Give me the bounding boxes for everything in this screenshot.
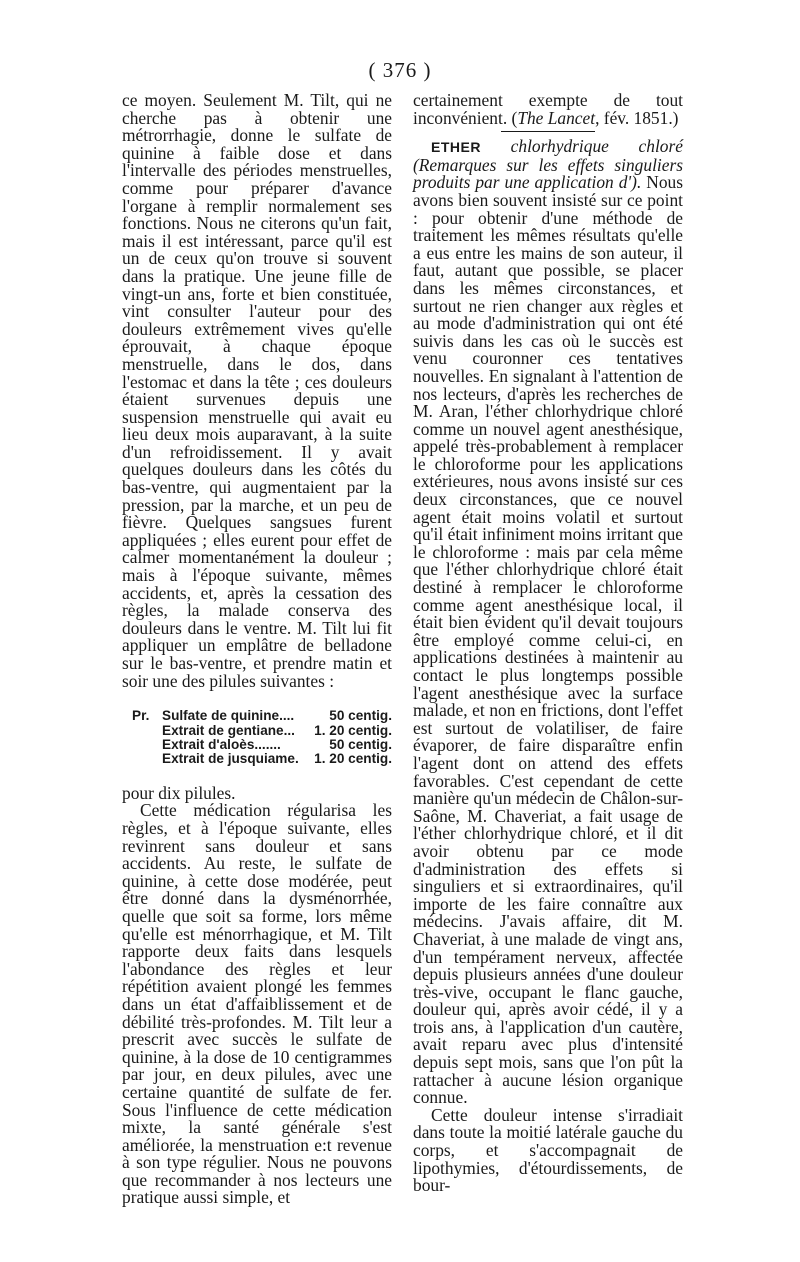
recipe-item-name: Extrait de gentiane... bbox=[162, 722, 295, 738]
recipe-row bbox=[122, 752, 392, 766]
recipe-prefix: Pr. bbox=[132, 708, 150, 724]
left-paragraph-3: Cette médication régularisa les règles, et à l'époque suivante, elles revinrent sans douleur et sans accidents. Au reste, le sulfate de quinine, à cette dose modérée, peut être donné dans la dysménorrhée, quelle que soit sa forme, lors même qu'elle est ménorrhagique, et M. Tilt rapporte deux faits dans lesquels l'abondance des règles et leur répétition avaient plongé les femmes dans un état d'affaiblissement et de débilité très-profondes. M. Tilt leur a prescrit avec succès le sulfate de quinine, à la dose de 10 centigrammes par jour, en deux pilules, avec une certaine quantité de sulfate de fer. Sous l'influence de cette médication mixte, la santé générale s'est améliorée, la menstruation e:t revenue à son type régulier. Nous ne pouvons que recommander à nos lecteurs une pratique aussi simple, et bbox=[122, 800, 392, 1208]
left-paragraph-2: pour dix pilules. bbox=[122, 782, 236, 803]
prescription-recipe bbox=[122, 709, 392, 767]
recipe-item-name: Sulfate de quinine.... bbox=[162, 708, 295, 724]
left-column bbox=[122, 92, 392, 1207]
article-heading: ETHER bbox=[431, 139, 481, 156]
article-paragraph bbox=[413, 138, 683, 1107]
recipe-row bbox=[122, 738, 392, 752]
right-paragraph-1-text: certainement exempte de tout inconvénient. ( bbox=[413, 90, 683, 128]
recipe-item-name: Extrait de jusquiame. bbox=[162, 751, 299, 767]
recipe-item-dose: 50 centig. bbox=[329, 708, 392, 724]
left-paragraph-1: ce moyen. Seulement M. Tilt, qui ne cherche pas à obtenir une métrorrhagie, donne le sulfate de quinine à faible dose et dans l'intervalle des périodes menstruelles, comme pour préparer d'avance l'organe à remplir normalement ses fonctions. Nous ne citerons qu'un fait, mais il est intéressant, parce qu'il est un de ceux qu'on trouve si souvent dans la pratique. Une jeune fille de vingt-un ans, forte et bien constituée, vint consulter l'auteur pour des douleurs extrêmement vives qu'elle éprouvait, à chaque époque menstruelle, dans le dos, dans l'estomac et dans la tête ; ces douleurs étaient survenues depuis une suspension menstruelle qui avait eu lieu deux mois auparavant, à la suite d'un refroidissement. Il y avait quelques douleurs dans les côtés du bas-ventre, qui augmentaient par la pression, par la marche, et un peu de fièvre. Quelques sangsues furent appliquées ; elles eurent pour effet de calmer momentanément la douleur ; mais à l'époque suivante, mêmes accidents, et, après la cessation des règles, la malade conserva des douleurs dans le ventre. M. Tilt lui fit appliquer un emplâtre de belladone sur le bas-ventre, et prendre matin et soir une des pilules suivantes : bbox=[122, 90, 392, 691]
recipe-row bbox=[122, 724, 392, 738]
recipe-item-dose: 1. 20 centig. bbox=[314, 751, 392, 767]
right-paragraph-3: Cette douleur intense s'irradiait dans toute la moitié latérale gauche du corps, et s'accompagnait de lipothymies, d'étourdissements, de bour- bbox=[413, 1104, 683, 1196]
right-column bbox=[413, 92, 683, 1195]
recipe-item-dose: 1. 20 centig. bbox=[314, 722, 392, 738]
recipe-item-dose: 50 centig. bbox=[329, 737, 392, 752]
page-number: ( 376 ) bbox=[368, 58, 432, 82]
recipe-item-name: Extrait d'aloès....... bbox=[162, 737, 281, 752]
right-paragraph-1-end: , fév. 1851.) bbox=[595, 107, 679, 128]
recipe-row bbox=[122, 709, 392, 723]
article-body: Nous avons bien souvent insisté sur ce point : pour obtenir d'une méthode de traitement les mêmes résultats qu'elle a eus entre les mains de son auteur, il faut, autant que possible, se placer dans les mêmes circonstances, et surtout ne rien changer aux règles et au mode d'administration qui ont été suivis dans les cas où le succès est venu couronner ces tentatives nouvelles. En signalant à l'attention de nos lecteurs, d'après les recherches de M. Aran, l'éther chlorhydrique chloré comme un nouvel agent anesthésique, appelé très-probablement à remplacer le chloroforme pour les applications extérieures, nous avons insisté sur ces deux circonstances, que ce nouvel agent était moins volatil et surtout qu'il était infiniment moins irritant que le chloroforme : mais par cela même que l'éther chlorhydrique chloré était destiné à remplacer le chloroforme comme agent anesthésique local, il était bien évident qu'il devait toujours être employé comme celui-ci, en applications destinées à maintenir au contact le plus longtemps possible l'agent anesthésique avec la surface malade, et non en frictions, dont l'effet est surtout de volatiliser, de faire évaporer, de faire disparaître enfin l'agent dont on attend des effets favorables. C'est cependant de cette manière qu'un médecin de Châlon-sur-Saône, M. Chaveriat, a fait usage de l'éther chlorhydrique chloré, et il dit avoir obtenu par ce mode d'administration des effets si singuliers et si extraordinaires, qu'il importe de les faire connaître aux médecins. J'avais affaire, dit M. Chaveriat, à une malade de vingt ans, d'un tempérament nerveux, affectée depuis plusieurs années d'une douleur très-vive, occupant le flanc gauche, douleur qui, après avoir cédé, il y a trois ans, à l'application d'un cautère, avait reparu avec plus d'intensité depuis sept mois, sans que l'on pût la rattacher à aucune lésion organique connue. bbox=[413, 172, 683, 1108]
source-journal: The Lancet bbox=[517, 107, 596, 128]
section-divider bbox=[501, 131, 595, 132]
article-title: chlorhydrique chloré (Remarques sur les effets singuliers produits par une application d'). bbox=[413, 136, 683, 193]
right-paragraph-1 bbox=[413, 92, 683, 127]
